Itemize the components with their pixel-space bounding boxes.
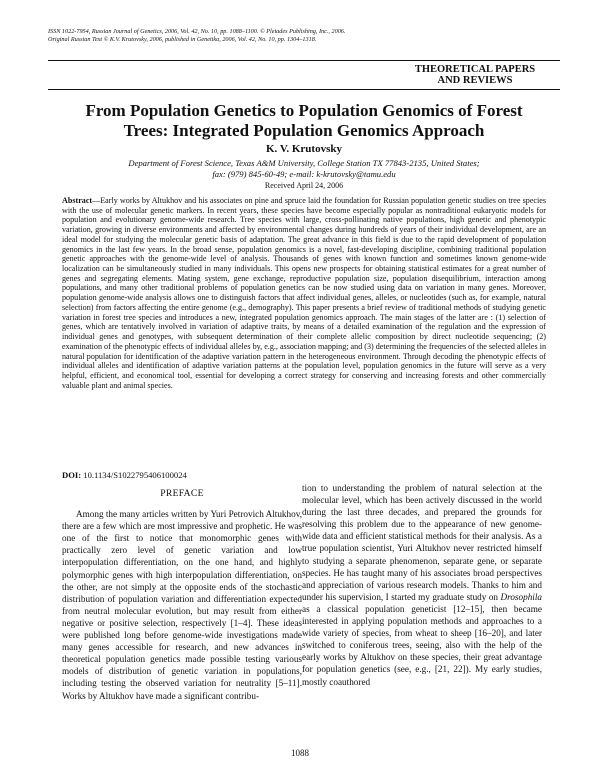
article-title	[48, 101, 560, 141]
abstract-label: Abstract	[62, 196, 93, 205]
right-text-part2: as a classical population geneticist [12–15], then became interested in applying population methods and approaches to a wide variety of species, from wheat to sheep [16–20], and later switched to coniferous trees, seeing, also with the help of the early works by Altukhov on these species, their great advantage for population genetics (see, e.g., [21, 22]). My early studies, mostly coauthored	[302, 603, 542, 687]
section-heading	[390, 64, 560, 86]
right-text-italic: Drosophila	[500, 591, 542, 602]
author-name: K. V. Krutovsky	[265, 143, 342, 155]
left-column-paragraph: Among the many articles written by Yuri Petrovich Altukhov, there are a few which are most impressive and prophetic. He was one of the first to notice that monomorphic genes with practically zero level of genetic variation and low interpopulation differentiation, on the one hand, and highly polymorphic genes with high interpopulation differentiation, on the other, are not simply at the opposite ends of the stochastic distribution of population variation and differentiation expected from neutral molecular evolution, but may result from either negative or positive selection, respectively [1–4]. These ideas were published long before genome-wide investigations made many genes accessible for research, and new advances in theoretical population genetics made possible testing various models of distribution of genetic variation in populations, including testing the observed variation for neutrality [5–11]. Works by Altukhov have made a significant contribu-	[62, 509, 302, 701]
section-bottom-rule	[48, 89, 560, 90]
journal-header-line2: Original Russian Text © K.V. Krutovsky, 2006, published in Genetika, 2006, Vol. 42, No. 10, pp. 1304–1318.	[48, 36, 317, 43]
received-date: Received April 24, 2006	[264, 181, 344, 190]
page-number: 1088	[291, 748, 309, 758]
affiliation-line2: fax: (979) 845-60-49; e-mail: k-krutovsky@tamu.edu	[212, 168, 396, 179]
journal-header-line1: ISSN 1022-7954, Russian Journal of Genetics, 2006, Vol. 42, No. 10, pp. 1088–1100. © Pleiades Publishing, Inc., 2006.	[48, 28, 346, 35]
left-column	[62, 482, 302, 702]
doi	[62, 470, 187, 480]
article-title-line1: From Population Genetics to Population Genomics of Forest	[85, 101, 523, 120]
doi-label: DOI:	[62, 470, 82, 480]
doi-link[interactable]: 10.1134/S1022795406100024	[83, 470, 187, 480]
journal-header	[48, 28, 568, 44]
article-title-line2: Trees: Integrated Population Genomics Approach	[123, 121, 485, 140]
author-affiliation	[48, 158, 560, 179]
section-top-rule	[48, 60, 560, 61]
abstract	[62, 196, 546, 390]
affiliation-line1: Department of Forest Science, Texas A&M University, College Station TX 77843-2135, United States;	[128, 158, 480, 168]
preface-heading: PREFACE	[160, 488, 204, 499]
right-text-part1: tion to understanding the problem of natural selection at the molecular level, which has been actively discussed in the world during the last three decades, and prepared the grounds for resolving this problem due to the appearance of new genome-wide data and efficient statistical methods for their analysis. As a true population scientist, Yuri Altukhov never restricted himself to studying a separate phenomenon, separate gene, or separate species. He has taught many of his associates broad perspectives and appreciation of various research models. Thanks to him and under his supervision, I started my graduate study on	[302, 483, 542, 602]
section-heading-line1: THEORETICAL PAPERS	[414, 64, 536, 75]
right-column-paragraph	[302, 482, 542, 688]
section-heading-line2: AND REVIEWS	[437, 75, 513, 86]
right-column	[302, 482, 542, 688]
abstract-text: —Early works by Altukhov and his associates on pine and spruce laid the foundation for Russian population genetic studies on tree species with the use of molecular genetic markers. In recent years, these species have become especially popular as nontraditional eukaryotic models for population and evolutionary genome-wide research. Tree species with large, cross-pollinating native populations, high genetic and phenotypic variation, growing in diverse environments and affected by environmental changes during hundreds of years of their individual development, are an ideal model for studying the molecular genetic basis of adaptation. The great advance in this field is due to the rapid development of population genomics in the last few years. In the broad sense, population genomics is a novel, fast-developing discipline, combining traditional population genetic approaches with the genome-wide level of analysis. Thousands of genes with known function and sometimes known genome-wide localization can be simultaneously studied in many individuals. This opens new prospects for obtaining statistical estimates for a great number of genes and segregating elements. Mating system, gene exchange, reproductive population size, population disequilibrium, interaction among populations, and many other traditional problems of population genetics can be now studied using data on variation in many genes. Moreover, population genome-wide analysis allows one to distinguish factors that affect individual genes, alleles, or nucleotides (such as, for example, natural selection) from factors affecting the entire genome (e.g., demography). This paper presents a brief review of traditional methods of studying genetic variation in forest tree species and introduces a new, integrated population genomics approach. The main stages of the latter are : (1) selection of genes, which are tentatively involved in variation of adaptive traits, by means of a detailed examination of the regulation and the expression of individual genes and genotypes, with subsequent determination of their complete allelic composition by direct nucleotide sequencing; (2) examination of the phenotypic effects of individual alleles by, e.g., association mapping; and (3) determining the frequencies of the selected alleles in natural population for identification of the adaptive variation pattern in the heterogeneous environment. Through decoding the phenotypic effects of individual alleles and identification of adaptive variation patterns at the population level, population genomics in the future will serve as a very helpful, efficient, and economical tool, essential for developing a correct strategy for conserving and increasing forests and other commercially valuable plant and animal species.	[62, 196, 546, 390]
